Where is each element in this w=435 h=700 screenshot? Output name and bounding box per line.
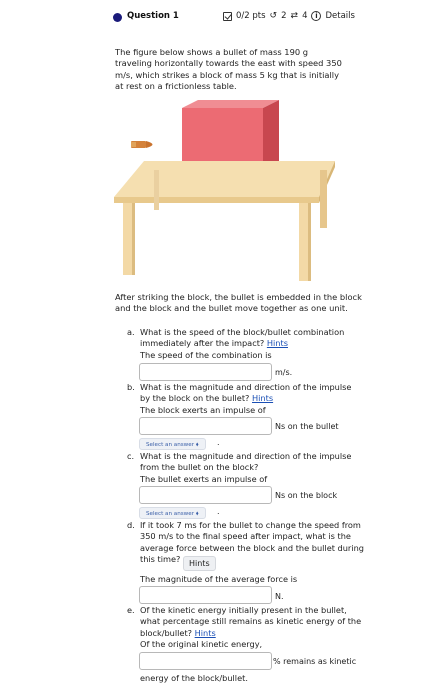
direction-select-b[interactable]: Select an answer ⬧: [139, 438, 206, 450]
period-b: .: [217, 438, 220, 447]
unit-label-a: m/s.: [275, 368, 293, 377]
undo-icon: ↺: [269, 10, 278, 21]
answer-input-b[interactable]: [139, 417, 272, 435]
unit-label-e: % remains as kinetic: [273, 657, 357, 666]
question-header: [0, 0, 435, 34]
hints-link[interactable]: Hints: [194, 627, 216, 638]
retries-count: 2: [281, 11, 287, 21]
question-text: If it took 7 ms for the bullet to change the speed from 350 m/s to the final speed after impact, what is the average force between the block and the bullet during this time?: [140, 520, 364, 565]
details-link[interactable]: Details: [325, 11, 355, 21]
question-meta: [223, 11, 355, 21]
direction-select-c[interactable]: Select an answer ⬧: [139, 507, 206, 519]
score-label: 0/2 pts: [236, 11, 266, 21]
chevron-down-icon: ⬧: [194, 510, 199, 517]
part-d-question: [140, 520, 365, 566]
hints-link[interactable]: Hints: [252, 393, 274, 404]
part-e-question: [140, 605, 365, 651]
part-letter: c.: [127, 451, 135, 461]
prompt-d: The magnitude of the average force is: [140, 574, 298, 584]
question-text: Of the kinetic energy initially present in the bullet, what percentage still remains as kinetic energy of the block/bullet?: [140, 605, 362, 638]
part-letter: e.: [127, 605, 135, 615]
prompt-text: The speed of the combination is: [140, 349, 272, 360]
answer-input-e[interactable]: [139, 652, 272, 670]
table-image: [114, 161, 335, 281]
attempts-count: 4: [302, 11, 308, 21]
question-text: What is the magnitude and direction of the impulse from the bullet on the block?: [140, 451, 352, 473]
problem-intro: The figure below shows a bullet of mass 190 g traveling horizontally towards the east with speed 350 m/s, which strikes a block of mass 5 kg that is initially at rest on a frictionless table.: [115, 47, 342, 92]
tail-text-e: energy of the block/bullet.: [140, 673, 248, 683]
answer-input-c[interactable]: [139, 486, 272, 504]
answer-input-d[interactable]: [139, 586, 272, 604]
prompt-text: Of the original kinetic energy,: [140, 639, 263, 650]
bullet-image: [131, 141, 153, 148]
question-status-dot: [113, 13, 122, 22]
part-letter: d.: [127, 520, 135, 530]
problem-after-text: After striking the block, the bullet is embedded in the block and the block and the bullet move together as one unit.: [115, 292, 362, 314]
info-icon[interactable]: i: [311, 11, 321, 21]
prompt-text: The block exerts an impulse of: [140, 404, 266, 415]
answer-input-a[interactable]: [139, 363, 272, 381]
hints-link[interactable]: Hints: [266, 338, 288, 349]
part-letter: a.: [127, 327, 135, 337]
bullet-block-figure: [114, 100, 339, 288]
period-c: .: [217, 507, 220, 516]
part-b-question: [140, 382, 362, 416]
refresh-icon: ⇄: [290, 10, 299, 21]
part-a-question: [140, 327, 362, 361]
unit-label-d: N.: [275, 592, 284, 601]
unit-label-b: Ns on the bullet: [275, 422, 339, 431]
prompt-text: The bullet exerts an impulse of: [140, 473, 268, 484]
part-letter: b.: [127, 382, 135, 392]
chevron-down-icon: ⬧: [194, 441, 199, 448]
question-text: What is the speed of the block/bullet combination immediately after the impact?: [140, 327, 345, 349]
check-box-icon: [223, 12, 232, 21]
question-text: What is the magnitude and direction of the impulse by the block on the bullet?: [140, 382, 352, 404]
question-title: Question 1: [127, 11, 179, 21]
hints-button-d[interactable]: Hints: [183, 556, 216, 571]
part-c-question: [140, 451, 362, 485]
unit-label-c: Ns on the block: [275, 491, 338, 500]
